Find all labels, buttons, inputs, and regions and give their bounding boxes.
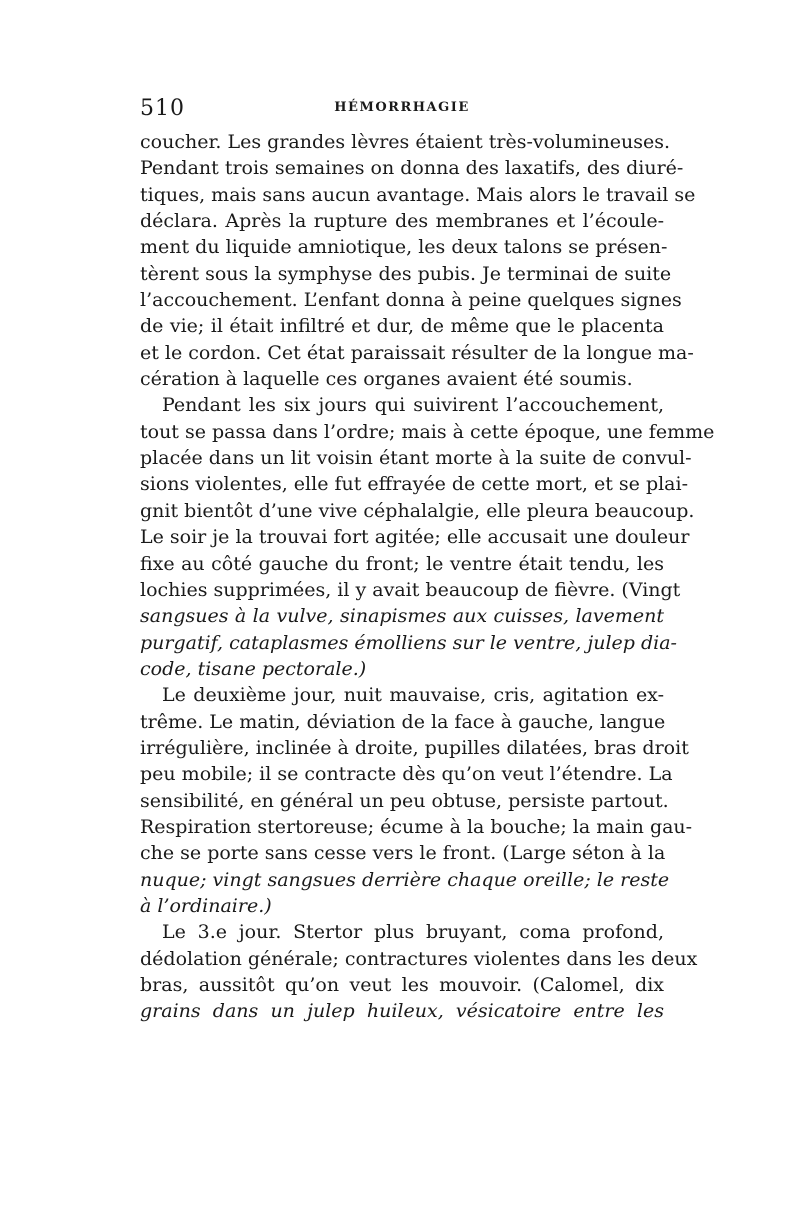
text-line: grains dans un julep huileux, vésicatoire entre les: [140, 1000, 664, 1023]
text-line: Le soir je la trouvai fort agitée; elle accusait une douleur: [140, 526, 690, 549]
text-line: bras, aussitôt qu’on veut les mouvoir. (Calomel, dix: [140, 974, 664, 996]
page-header: [140, 96, 664, 120]
text-line: à l’ordinaire.): [140, 894, 272, 917]
text-line: code, tisane pectorale.): [140, 657, 367, 680]
text-line: tèrent sous la symphyse des pubis. Je terminai de suite: [140, 262, 672, 285]
text-line: placée dans un lit voisin étant morte à la suite de convul-: [140, 447, 692, 470]
text-line: cération à laquelle ces organes avaient été soumis.: [140, 368, 633, 391]
running-head: HÉMORRHAGIE: [334, 100, 470, 115]
body-text: [140, 129, 715, 1025]
text-line: sangsues à la vulve, sinapismes aux cuisses, lavement: [140, 605, 664, 628]
text-line: Respiration stertoreuse; écume à la bouche; la main gau-: [140, 815, 693, 838]
text-line: dédolation générale; contractures violentes dans les deux: [140, 947, 698, 970]
text-line: irrégulière, inclinée à droite, pupilles dilatées, bras droit: [140, 736, 689, 759]
text-line: et le cordon. Cet état paraissait résulter de la longue ma-: [140, 341, 694, 364]
text-line: che se porte sans cesse vers le front. (Large séton à la: [140, 842, 666, 865]
text-line: l’accouchement. L’enfant donna à peine quelques signes: [140, 289, 682, 312]
text-line: Le 3.e jour. Stertor plus bruyant, coma profond,: [162, 921, 664, 944]
text-line: peu mobile; il se contracte dès qu’on veut l’étendre. La: [140, 763, 673, 786]
text-line: purgatif, cataplasmes émolliens sur le ventre, julep dia-: [140, 631, 677, 654]
text-line: gnit bientôt d’une vive céphalalgie, elle pleura beaucoup.: [140, 499, 695, 522]
text-line: de vie; il était infiltré et dur, de même que le placenta: [140, 315, 664, 338]
text-line: nuque; vingt sangsues derrière chaque oreille; le reste: [140, 868, 670, 891]
text-line: tout se passa dans l’ordre; mais à cette époque, une femme: [140, 420, 715, 443]
text-line: ment du liquide amniotique, les deux talons se présen-: [140, 236, 668, 259]
text-line: déclara. Après la rupture des membranes et l’écoule-: [140, 210, 664, 233]
text-line: Le deuxième jour, nuit mauvaise, cris, agitation ex-: [162, 684, 664, 707]
text-line: Pendant trois semaines on donna des laxatifs, des diuré-: [140, 157, 684, 180]
text-line: Pendant les six jours qui suivirent l’accouchement,: [162, 394, 664, 417]
text-line: sensibilité, en général un peu obtuse, persiste partout.: [140, 789, 669, 812]
text-line: coucher. Les grandes lèvres étaient très-volumineuses.: [140, 131, 670, 153]
page-number: 510: [140, 96, 185, 121]
text-line: fixe au côté gauche du front; le ventre était tendu, les: [140, 552, 664, 575]
text-line: lochies supprimées, il y avait beaucoup de fièvre. (Vingt: [140, 578, 681, 601]
text-line: trême. Le matin, déviation de la face à gauche, langue: [140, 710, 666, 733]
text-line: tiques, mais sans aucun avantage. Mais alors le travail se: [140, 183, 696, 206]
text-line: sions violentes, elle fut effrayée de cette mort, et se plai-: [140, 473, 689, 496]
